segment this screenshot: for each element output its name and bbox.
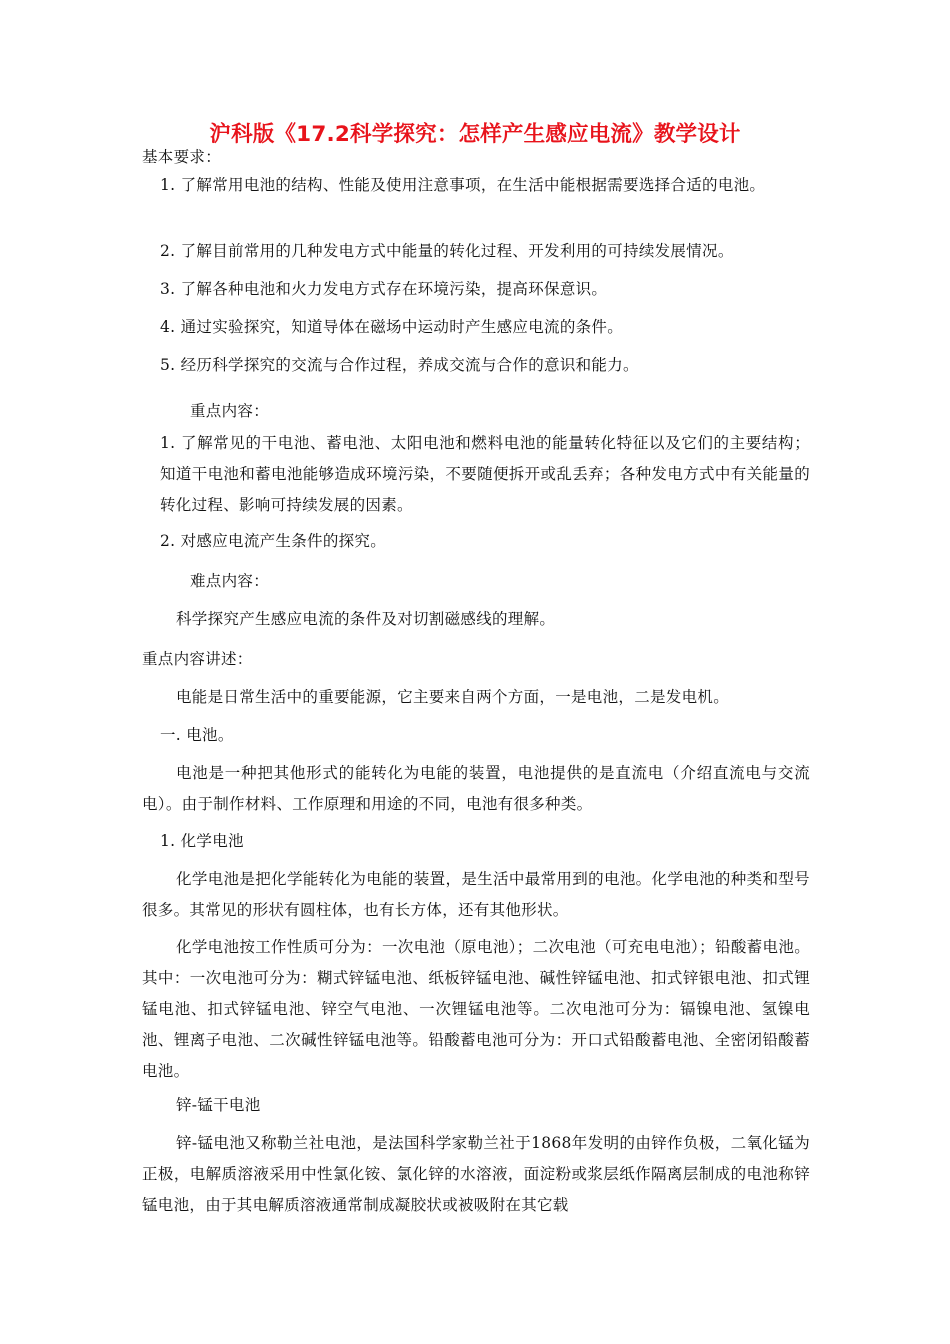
lecture-heading: 重点内容讲述： xyxy=(142,650,253,668)
zinc-manganese-paragraph: 锌-锰电池又称勒兰社电池，是法国科学家勒兰社于1868年发明的由锌作负极，二氧化锰为正极，电解质溶液采用中性氯化铵、氯化锌的水溶液，面淀粉或浆层纸作隔离层制成的电池称锌锰电池，由于其电解质溶液通常制成凝胶状或被吸附在其它载 xyxy=(142,1134,810,1214)
basic-requirements-heading: 基本要求： xyxy=(142,148,222,166)
document-title: 沪科版《17.2科学探究：怎样产生感应电流》教学设计 xyxy=(209,122,741,147)
difficulty-heading: 难点内容： xyxy=(190,572,270,590)
requirement-5: 5. 经历科学探究的交流与合作过程，养成交流与合作的意识和能力。 xyxy=(160,356,639,374)
section-1-paragraph: 电池是一种把其他形式的能转化为电能的装置，电池提供的是直流电（介绍直流电与交流电）。由于制作材料、工作原理和用途的不同，电池有很多种类。 xyxy=(142,764,810,813)
key-point-1: 1. 了解常见的干电池、蓄电池、太阳电池和燃料电池的能量转化特征以及它们的主要结构；知道干电池和蓄电池能够造成环境污染，不要随便拆开或乱丢弃；各种发电方式中有关能量的转化过程、影响可持续发展的因素。 xyxy=(160,434,810,514)
requirement-1: 1. 了解常用电池的结构、性能及使用注意事项，在生活中能根据需要选择合适的电池。 xyxy=(160,176,766,194)
chemical-battery-heading: 1. 化学电池 xyxy=(160,832,244,850)
intro-paragraph: 电能是日常生活中的重要能源，它主要来自两个方面，一是电池，二是发电机。 xyxy=(176,688,730,706)
key-point-2: 2. 对感应电流产生条件的探究。 xyxy=(160,532,387,550)
requirement-3: 3. 了解各种电池和火力发电方式存在环境污染，提高环保意识。 xyxy=(160,280,608,298)
requirement-4: 4. 通过实验探究，知道导体在磁场中运动时产生感应电流的条件。 xyxy=(160,318,624,336)
zinc-manganese-heading: 锌-锰干电池 xyxy=(176,1096,261,1114)
key-points-heading: 重点内容： xyxy=(190,402,270,420)
difficulty-text: 科学探究产生感应电流的条件及对切割磁感线的理解。 xyxy=(176,610,556,628)
chemical-battery-paragraph-1: 化学电池是把化学能转化为电能的装置，是生活中最常用到的电池。化学电池的种类和型号很多。其常见的形状有圆柱体，也有长方体，还有其他形状。 xyxy=(142,870,810,919)
chemical-battery-paragraph-2: 化学电池按工作性质可分为：一次电池（原电池）；二次电池（可充电电池）；铅酸蓄电池。其中：一次电池可分为：糊式锌锰电池、纸板锌锰电池、碱性锌锰电池、扣式锌银电池、扣式锂锰电池、扣式锌锰电池、锌空气电池、一次锂锰电池等。二次电池可分为：镉镍电池、氢镍电池、锂离子电池、二次碱性锌锰电池等。铅酸蓄电池可分为：开口式铅酸蓄电池、全密闭铅酸蓄电池。 xyxy=(142,938,810,1080)
requirement-2: 2. 了解目前常用的几种发电方式中能量的转化过程、开发利用的可持续发展情况。 xyxy=(160,242,734,260)
section-1-heading: 一. 电池。 xyxy=(160,726,234,744)
